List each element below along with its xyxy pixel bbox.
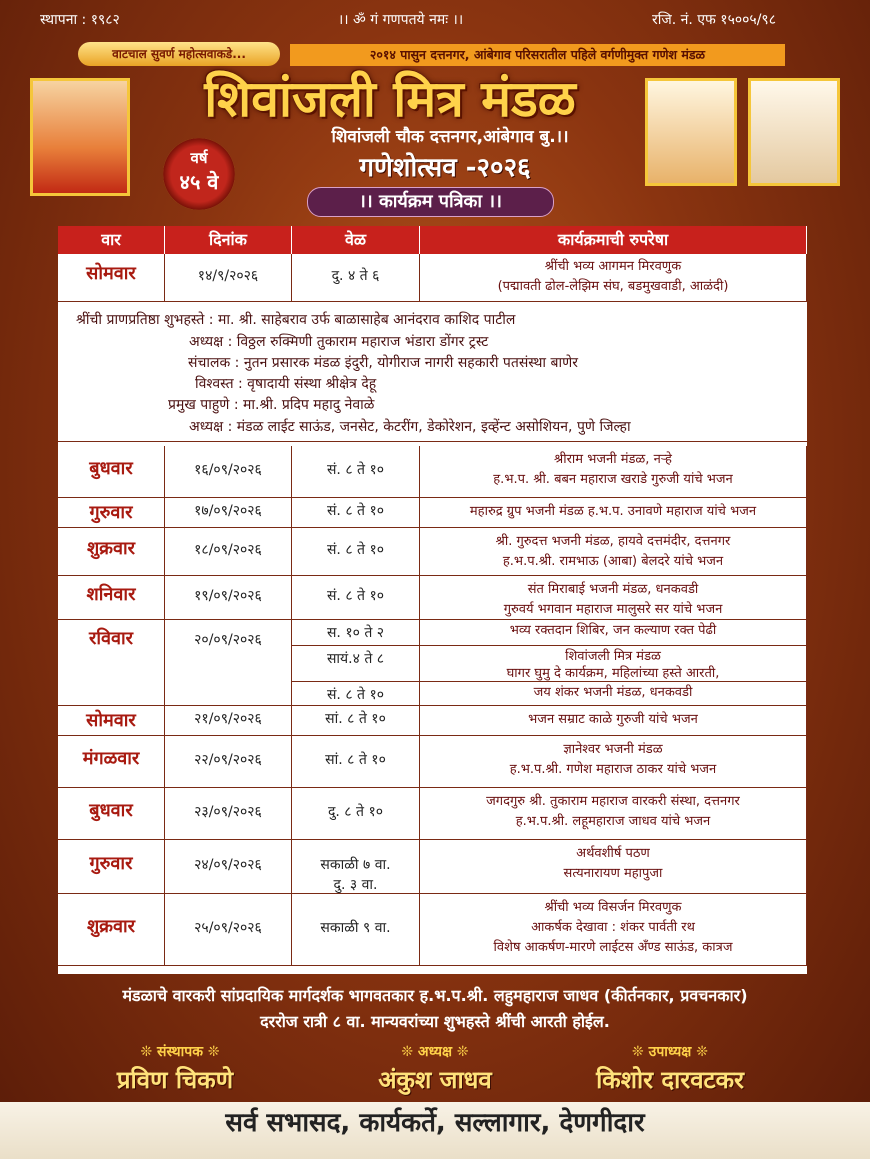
row-day: मंगळवार xyxy=(58,736,165,788)
row-day: गुरुवार xyxy=(58,840,165,894)
program-line: ह.भ.प.श्री. गणेश महाराज ठाकर यांचे भजन xyxy=(509,762,717,777)
first-donation-free-strip: २०१४ पासुन दत्तनगर, आंबेगाव परिसरातील पहिले वर्गणीमुक्त गणेश मंडळ xyxy=(290,44,785,66)
guide-note: मंडळाचे वारकरी सांप्रदायिक मार्गदर्शक भागवतकार ह.भ.प.श्री. लहुमहाराज जाधव (कीर्तनकार, प्रवचनकार) xyxy=(122,986,748,1005)
badge-line1: वर्ष xyxy=(190,149,208,167)
program-line: गुरुवर्य भगवान महाराज मालुसरे सर यांचे भजन xyxy=(503,602,723,617)
program-line: भजन सम्राट काळे गुरुजी यांचे भजन xyxy=(528,712,698,727)
founder-name: प्रविण चिकणे xyxy=(116,1066,234,1094)
program-line: ज्ञानेश्वर भजनी मंडळ xyxy=(563,742,663,757)
row-program xyxy=(420,706,807,736)
row-day: गुरुवार xyxy=(58,498,165,528)
schedule-table xyxy=(58,226,807,974)
members-banner: सर्व सभासद, कार्यकर्ते, सल्लागार, देणगीदार xyxy=(0,1102,870,1159)
sunday-sub-program xyxy=(420,646,807,682)
row-time: सं. ८ ते १० xyxy=(292,446,420,498)
banner-row xyxy=(0,42,870,68)
row-date: १८/०९/२०२६ xyxy=(165,528,292,576)
aarti-note: दररोज रात्री ८ वा. मान्यवरांच्या शुभहस्ते श्रींची आरती होईल. xyxy=(260,1012,610,1031)
president-name: अंकुश जाधव xyxy=(378,1066,492,1094)
row-program xyxy=(420,788,807,840)
program-line: सत्यनारायण महापुजा xyxy=(563,866,663,881)
row-program xyxy=(420,840,807,894)
shivaji-portrait xyxy=(645,78,737,186)
address: शिवांजली चौक दत्तनगर,आंबेगाव बु.।। xyxy=(331,127,569,147)
established-text: स्थापना : १९८२ xyxy=(40,12,120,28)
row-time: सं. ८ ते १० xyxy=(292,528,420,576)
row1-program xyxy=(420,254,807,302)
golden-jubilee-pill: वाटचाल सुवर्ण महोत्सवाकडे... xyxy=(78,42,280,66)
info-line-sanchalak: संचालक : नुतन प्रसारक मंडळ इंदुरी, योगीराज नागरी सहकारी पतसंस्था बाणेर xyxy=(188,355,578,371)
row-program xyxy=(420,498,807,528)
sunday-sub-program xyxy=(420,620,807,646)
info-line-adhyaksha-2: अध्यक्ष : मंडळ लाईट साऊंड, जनसेट, केटरींग, डेकोरेशन, इव्हेंन्ट असोशियन, पुणे जिल्हा xyxy=(189,419,631,435)
program-line: अर्थवशीर्ष पठण xyxy=(576,846,650,861)
festival-title: गणेशोत्सव -२०२६ xyxy=(359,153,531,183)
program-line: श्रीराम भजनी मंडळ, नऱ्हे xyxy=(554,452,672,467)
row-date: २१/०९/२०२६ xyxy=(165,706,292,736)
program-line: ह.भ.प. श्री. बबन महाराज खराडे गुरुजी यांचे भजन xyxy=(493,472,733,487)
program-line: ह.भ.प.श्री. रामभाऊ (आबा) बेलदरे यांचे भजन xyxy=(502,554,724,569)
row-program xyxy=(420,894,807,966)
program-line: संत मिराबाई भजनी मंडळ, धनकवडी xyxy=(527,582,699,597)
mandal-title: शिवांजली मित्र मंडळ xyxy=(204,70,576,128)
row-day: रविवार xyxy=(58,620,165,706)
program-schedule-label: ।। कार्यक्रम पत्रिका ।। xyxy=(307,187,554,217)
role-president: ❊ अध्यक्ष ❊ xyxy=(401,1044,469,1060)
row-day: सोमवार xyxy=(58,706,165,736)
sunday-sub-time: सायं.४ ते ८ xyxy=(292,646,420,682)
program-line: श्रींची भव्य विसर्जन मिरवणुक xyxy=(544,900,682,915)
vice-president-name: किशोर दारवटकर xyxy=(596,1066,744,1094)
program-line: जय शंकर भजनी मंडळ, धनकवडी xyxy=(533,685,693,700)
program-line: महारुद्र ग्रुप भजनी मंडळ ह.भ.प. उनावणे महाराज यांचे भजन xyxy=(469,504,757,519)
row1-time: दु. ४ ते ६ xyxy=(292,254,420,302)
info-line-chief-guest: प्रमुख पाहुणे : मा.श्री. प्रदिप महादु नेवाळे xyxy=(168,397,375,413)
program-line: शिवांजली मित्र मंडळ xyxy=(565,649,661,664)
header-program: कार्यक्रमाची रुपरेषा xyxy=(420,226,807,254)
role-founder: ❊ संस्थापक ❊ xyxy=(140,1044,220,1060)
program-line: जगदगुरु श्री. तुकाराम महाराज वारकरी संस्था, दत्तनगर xyxy=(486,794,740,809)
top-line xyxy=(0,10,870,32)
row-time: सां. ८ ते १० xyxy=(292,706,420,736)
row-time: सकाळी ७ वा. दु. ३ वा. xyxy=(292,840,420,894)
header-day: वार xyxy=(58,226,165,254)
row-time: सां. ८ ते १० xyxy=(292,736,420,788)
row-date: १७/०९/२०२६ xyxy=(165,498,292,528)
row-date: २४/०९/२०२६ xyxy=(165,840,292,894)
row-day: बुधवार xyxy=(58,788,165,840)
program-line: घागर घुमु दे कार्यक्रम, महिलांच्या हस्ते आरती, xyxy=(506,666,720,681)
row1-day: सोमवार xyxy=(58,254,165,302)
sunday-sub-time: सं. ८ ते १० xyxy=(292,682,420,706)
row-date: २२/०९/२०२६ xyxy=(165,736,292,788)
row-day: बुधवार xyxy=(58,446,165,498)
header-time: वेळ xyxy=(292,226,420,254)
row-date: १६/०९/२०२६ xyxy=(165,446,292,498)
header-date: दिनांक xyxy=(165,226,292,254)
year-badge xyxy=(163,138,235,210)
row-date: २०/०९/२०२६ xyxy=(165,620,292,706)
row-day: शुक्रवार xyxy=(58,894,165,966)
row1-date: १४/९/२०२६ xyxy=(165,254,292,302)
row-program xyxy=(420,446,807,498)
info-line-pranpratishtha: श्रींची प्राणप्रतिष्ठा शुभहस्ते : मा. श्री. साहेबराव उर्फ बाळासाहेब आनंदराव काशिद पाटील xyxy=(76,312,516,328)
program-line: श्री. गुरुदत्त भजनी मंडळ, हायवे दत्तमंदीर, दत्तनगर xyxy=(495,534,731,549)
row-program xyxy=(420,576,807,620)
row-program xyxy=(420,528,807,576)
row-time: सकाळी ९ वा. xyxy=(292,894,420,966)
invocation-text: ।। ॐ गं गणपतये नमः ।। xyxy=(338,12,464,28)
program-line: श्रींची भव्य आगमन मिरवणुक xyxy=(544,259,682,274)
row-day: शनिवार xyxy=(58,576,165,620)
info-line-adhyaksha: अध्यक्ष : विठ्ठल रुक्मिणी तुकाराम महाराज भंडारा डोंगर ट्रस्ट xyxy=(189,334,489,350)
program-line: विशेष आकर्षण-मारणे लाईटस अँण्ड साऊंड, कात्रज xyxy=(493,940,733,955)
row-time: दु. ८ ते १० xyxy=(292,788,420,840)
program-line: (पद्मावती ढोल-लेझिम संघ, बडमुखवाडी, आळंदी) xyxy=(497,279,729,294)
registration-text: रजि. नं. एफ १५००५/९८ xyxy=(652,12,776,28)
guest-info-block xyxy=(58,302,807,442)
role-vice-president: ❊ उपाध्यक्ष ❊ xyxy=(632,1044,708,1060)
row-date: २५/०९/२०२६ xyxy=(165,894,292,966)
sunday-sub-time: स. १० ते २ xyxy=(292,620,420,646)
info-line-vishwast: विश्वस्त : वृषादायी संस्था श्रीक्षेत्र देहू xyxy=(195,376,377,392)
row-date: १९/०९/२०२६ xyxy=(165,576,292,620)
row-time: सं. ८ ते १० xyxy=(292,498,420,528)
badge-line2: ४५ वे xyxy=(179,170,219,194)
row-date: २३/०९/२०२६ xyxy=(165,788,292,840)
ganesh-image xyxy=(30,78,130,196)
program-line: भव्य रक्तदान शिबिर, जन कल्याण रक्त पेढी xyxy=(509,623,717,638)
sunday-sub-program xyxy=(420,682,807,706)
row-program xyxy=(420,736,807,788)
row-time: सं. ८ ते १० xyxy=(292,576,420,620)
row-day: शुक्रवार xyxy=(58,528,165,576)
tilak-portrait xyxy=(748,78,840,186)
program-line: आकर्षक देखावा : शंकर पार्वती रथ xyxy=(531,920,695,935)
program-line: ह.भ.प.श्री. लहूमहाराज जाधव यांचे भजन xyxy=(515,814,711,829)
